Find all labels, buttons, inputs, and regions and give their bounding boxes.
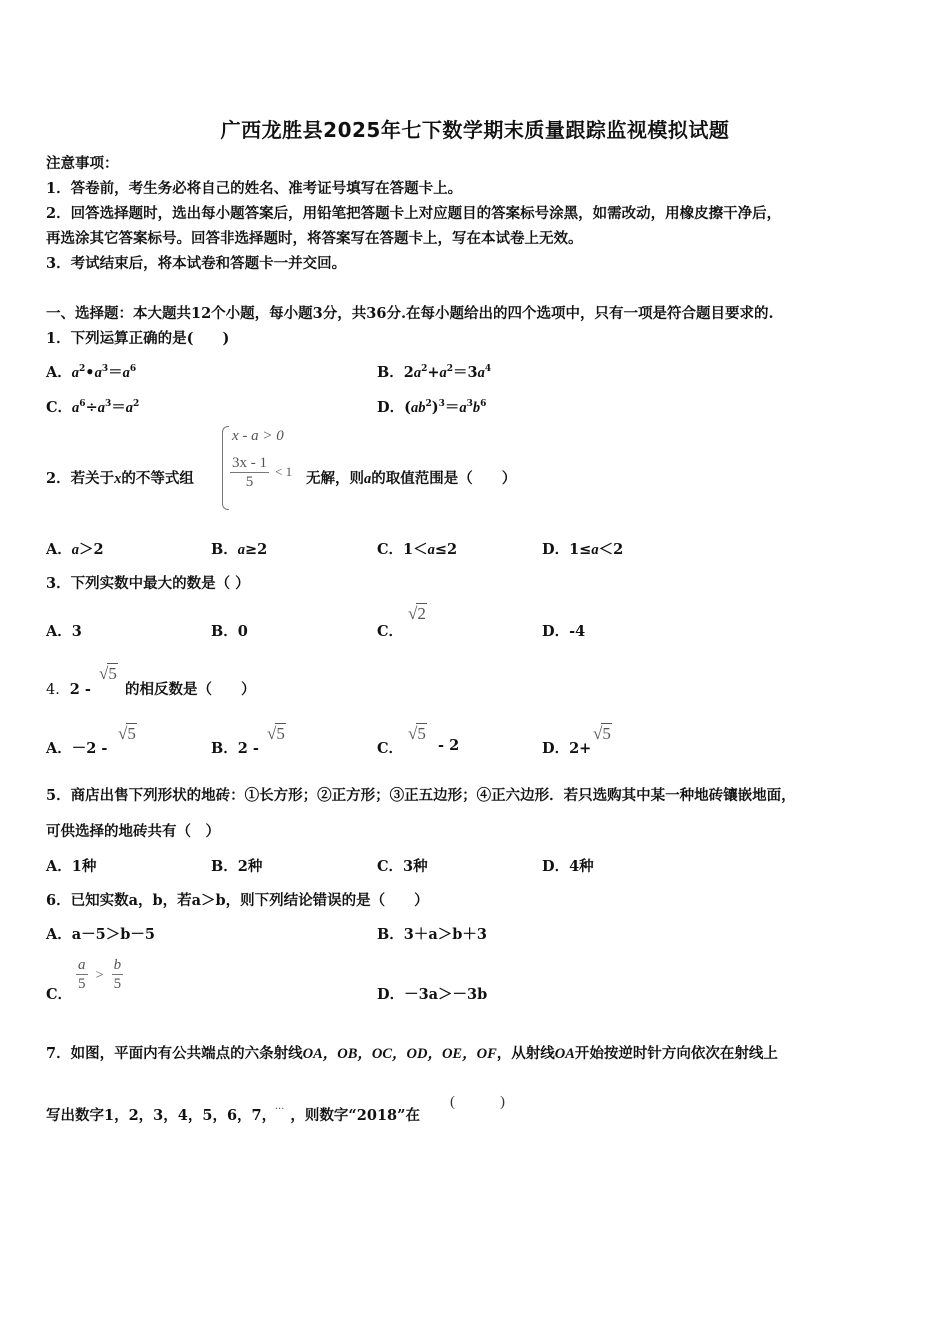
sqrt-5: √5 xyxy=(267,724,285,743)
q7-stem-line-1: 7．如图，平面内有公共端点的六条射线OA，OB，OC，OD，OE，OF，从射线OA开始按逆时针方向依次在射线上 xyxy=(46,1045,778,1062)
option-label: C． xyxy=(46,399,73,416)
inequality-system xyxy=(222,424,308,510)
answer-paren: ( ) xyxy=(450,1094,505,1110)
section-heading: 一、选择题：本大题共12个小题，每小题3分，共36分.在每小题给出的四个选项中，只有一项是符合题目要求的. xyxy=(46,305,774,322)
q3-option-c: C． xyxy=(377,623,404,640)
q3-stem: 3．下列实数中最大的数是（ ） xyxy=(46,575,250,592)
q6-option-d: D．－3a＞－3b xyxy=(377,986,488,1003)
fraction: $\frac{a}{5}$ xyxy=(78,957,86,992)
sqrt-2: √2 xyxy=(408,604,426,623)
q6-option-b: B．3＋a＞b＋3 xyxy=(377,926,487,943)
q5-option-b: B．2种 xyxy=(211,858,263,875)
sqrt-5: √5 xyxy=(99,664,117,683)
q2-option-b: B．a≥2 xyxy=(211,541,268,558)
notice-item-2: 2．回答选择题时，选出每小题答案后，用铅笔把答题卡上对应题目的答案标号涂黑，如需改动，用橡皮擦干净后， xyxy=(46,205,782,222)
q4-stem-tail: 的相反数是（ ） xyxy=(125,681,256,698)
q5-option-a: A．1种 xyxy=(46,858,97,875)
sqrt-5: √5 xyxy=(593,724,611,743)
option-label: B． xyxy=(377,364,404,381)
q6-option-c-label: C． xyxy=(46,986,73,1003)
notice-item-3: 3．考试结束后，将本试卷和答题卡一并交回。 xyxy=(46,255,347,272)
fraction: $\frac{3x - 1}{5}$ xyxy=(232,455,267,490)
page-title: 广西龙胜县2025年七下数学期末质量跟踪监视模拟试题 xyxy=(220,118,730,142)
notice-item-1: 1．答卷前，考生务必将自己的姓名、准考证号填写在答题卡上。 xyxy=(46,180,463,197)
q4-option-c: C． xyxy=(377,740,404,757)
q4-stem: 4．2 - xyxy=(46,681,91,698)
q4-option-c-tail: - 2 xyxy=(438,737,460,754)
brace-shape xyxy=(222,426,229,510)
q7-stem-line-2: 写出数字1，2，3，4，5，6，7， ··· ，则数字“2018”在 xyxy=(46,1104,420,1124)
system-line-1: x - a > 0 xyxy=(232,428,284,444)
option-label: A． xyxy=(46,364,72,381)
q1-option-b: B．$2a^2+a^2=3a^4$ xyxy=(377,364,492,381)
q5-stem-line-1: 5．商店出售下列形状的地砖：①长方形；②正方形；③正五边形；④正六边形．若只选购其中某一种地砖镶嵌地面， xyxy=(46,787,796,804)
q2-option-d: D．1≤a＜2 xyxy=(542,541,624,558)
system-line-2: $\frac{3x - 1}{5}$ < 1 xyxy=(232,455,293,490)
q5-option-d: D．4种 xyxy=(542,858,594,875)
q1-option-c: C．$a^6\div a^3=a^2$ xyxy=(46,399,140,416)
q2-stem-start: 2．若关于x的不等式组 xyxy=(46,470,194,487)
q6-option-c-expr: $\frac{a}{5}$ > $\frac{b}{5}$ xyxy=(78,957,122,992)
q1-option-a: A．$a^2•a^3=a^6$ xyxy=(46,364,137,381)
q5-stem-line-2: 可供选择的地砖共有（ ） xyxy=(46,823,220,840)
q2-option-a: A．a＞2 xyxy=(46,541,104,558)
q3-option-b: B．0 xyxy=(211,623,248,640)
sqrt-5: √5 xyxy=(118,724,136,743)
q4-option-a: A．－2 - xyxy=(46,740,108,757)
q1-option-d: D．$(ab^2)^3=a^3b^6$ xyxy=(377,399,487,416)
q5-option-c: C．3种 xyxy=(377,858,428,875)
q4-option-d: D．2+ xyxy=(542,740,592,757)
notice-heading: 注意事项： xyxy=(46,155,119,172)
q1-stem: 1．下列运算正确的是( ) xyxy=(46,330,230,347)
q3-option-d: D．-4 xyxy=(542,623,586,640)
q6-option-a: A．a－5＞b－5 xyxy=(46,926,155,943)
fraction: $\frac{b}{5}$ xyxy=(113,957,122,992)
q6-stem: 6．已知实数a，b，若a＞b，则下列结论错误的是（ ） xyxy=(46,892,429,909)
q4-option-b: B．2 - xyxy=(211,740,259,757)
notice-item-2-cont: 再选涂其它答案标号。回答非选择题时，将答案写在答题卡上，写在本试卷上无效。 xyxy=(46,230,583,247)
option-label: D． xyxy=(377,399,405,416)
q2-stem-end: 无解，则a的取值范围是（ ） xyxy=(306,470,517,487)
sqrt-5: √5 xyxy=(408,724,426,743)
q2-option-c: C．1＜a≤2 xyxy=(377,541,458,558)
q3-option-a: A．3 xyxy=(46,623,82,640)
